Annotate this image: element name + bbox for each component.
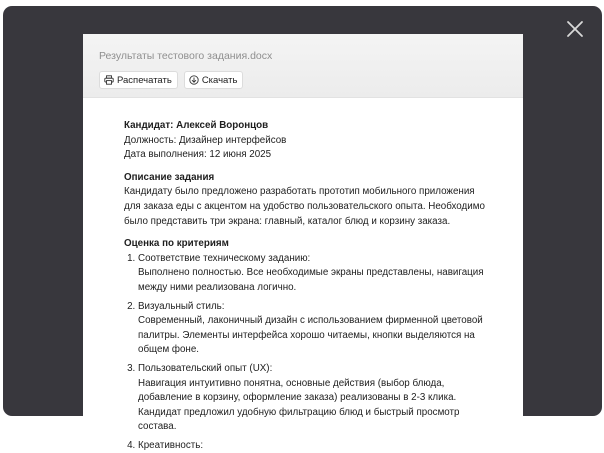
printer-icon [104,75,114,85]
completion-date: Дата выполнения: 12 июня 2025 [124,149,272,161]
download-button[interactable] [184,71,244,89]
list-item [138,362,489,435]
criterion-text: Выполнено полностью. Все необходимые экраны представлены, навигация между ними реализована логично. [138,267,484,293]
file-name: Результаты тестового задания.docx [99,50,273,62]
document-viewer [83,34,523,451]
task-heading: Описание задания [124,171,215,183]
download-icon [189,75,199,85]
viewer-actions [99,71,507,89]
criteria-list [124,252,489,453]
close-icon [566,20,584,38]
candidate-info [124,119,489,163]
criterion-title: 3. Пользовательский опыт (UX): [138,362,273,374]
download-label: Скачать [201,74,238,86]
criterion-text: Навигация интуитивно понятна, основные действия (выбор блюда, добавление в корзину, оформление заказа) реализованы в 2-3 клика. Кандидат предложил удобную фильтрацию блюд и быстрый просмотр состава. [138,377,460,433]
viewer-header [83,34,523,98]
task-section [124,171,489,229]
criteria-heading: Оценка по критериям [124,238,229,250]
close-button[interactable] [566,20,584,38]
list-item [138,439,489,453]
list-item [138,300,489,358]
candidate-position: Должность: Дизайнер интерфейсов [124,134,287,146]
list-item [138,252,489,296]
document-content [83,98,523,453]
task-text: Кандидату было предложено разработать прототип мобильного приложения для заказа еды с акцентом на удобство пользовательского опыта. Необходимо было представить три экрана: главный, каталог блюд и корзину заказа. [124,186,485,227]
print-button[interactable] [99,71,178,89]
criterion-title: 1. Соответствие техническому заданию: [138,252,311,264]
criterion-text: Современный, лаконичный дизайн с использованием фирменной цветовой палитры. Элементы интерфейса хорошо читаемы, кнопки выделяются на общем фоне. [138,315,483,356]
criterion-title: 2. Визуальный стиль: [138,300,225,312]
print-label: Распечатать [117,74,172,86]
criteria-section [124,237,489,453]
candidate-name: Кандидат: Алексей Воронцов [124,120,269,131]
criterion-title: 4. Креативность: [138,439,204,451]
modal-overlay [3,6,602,451]
